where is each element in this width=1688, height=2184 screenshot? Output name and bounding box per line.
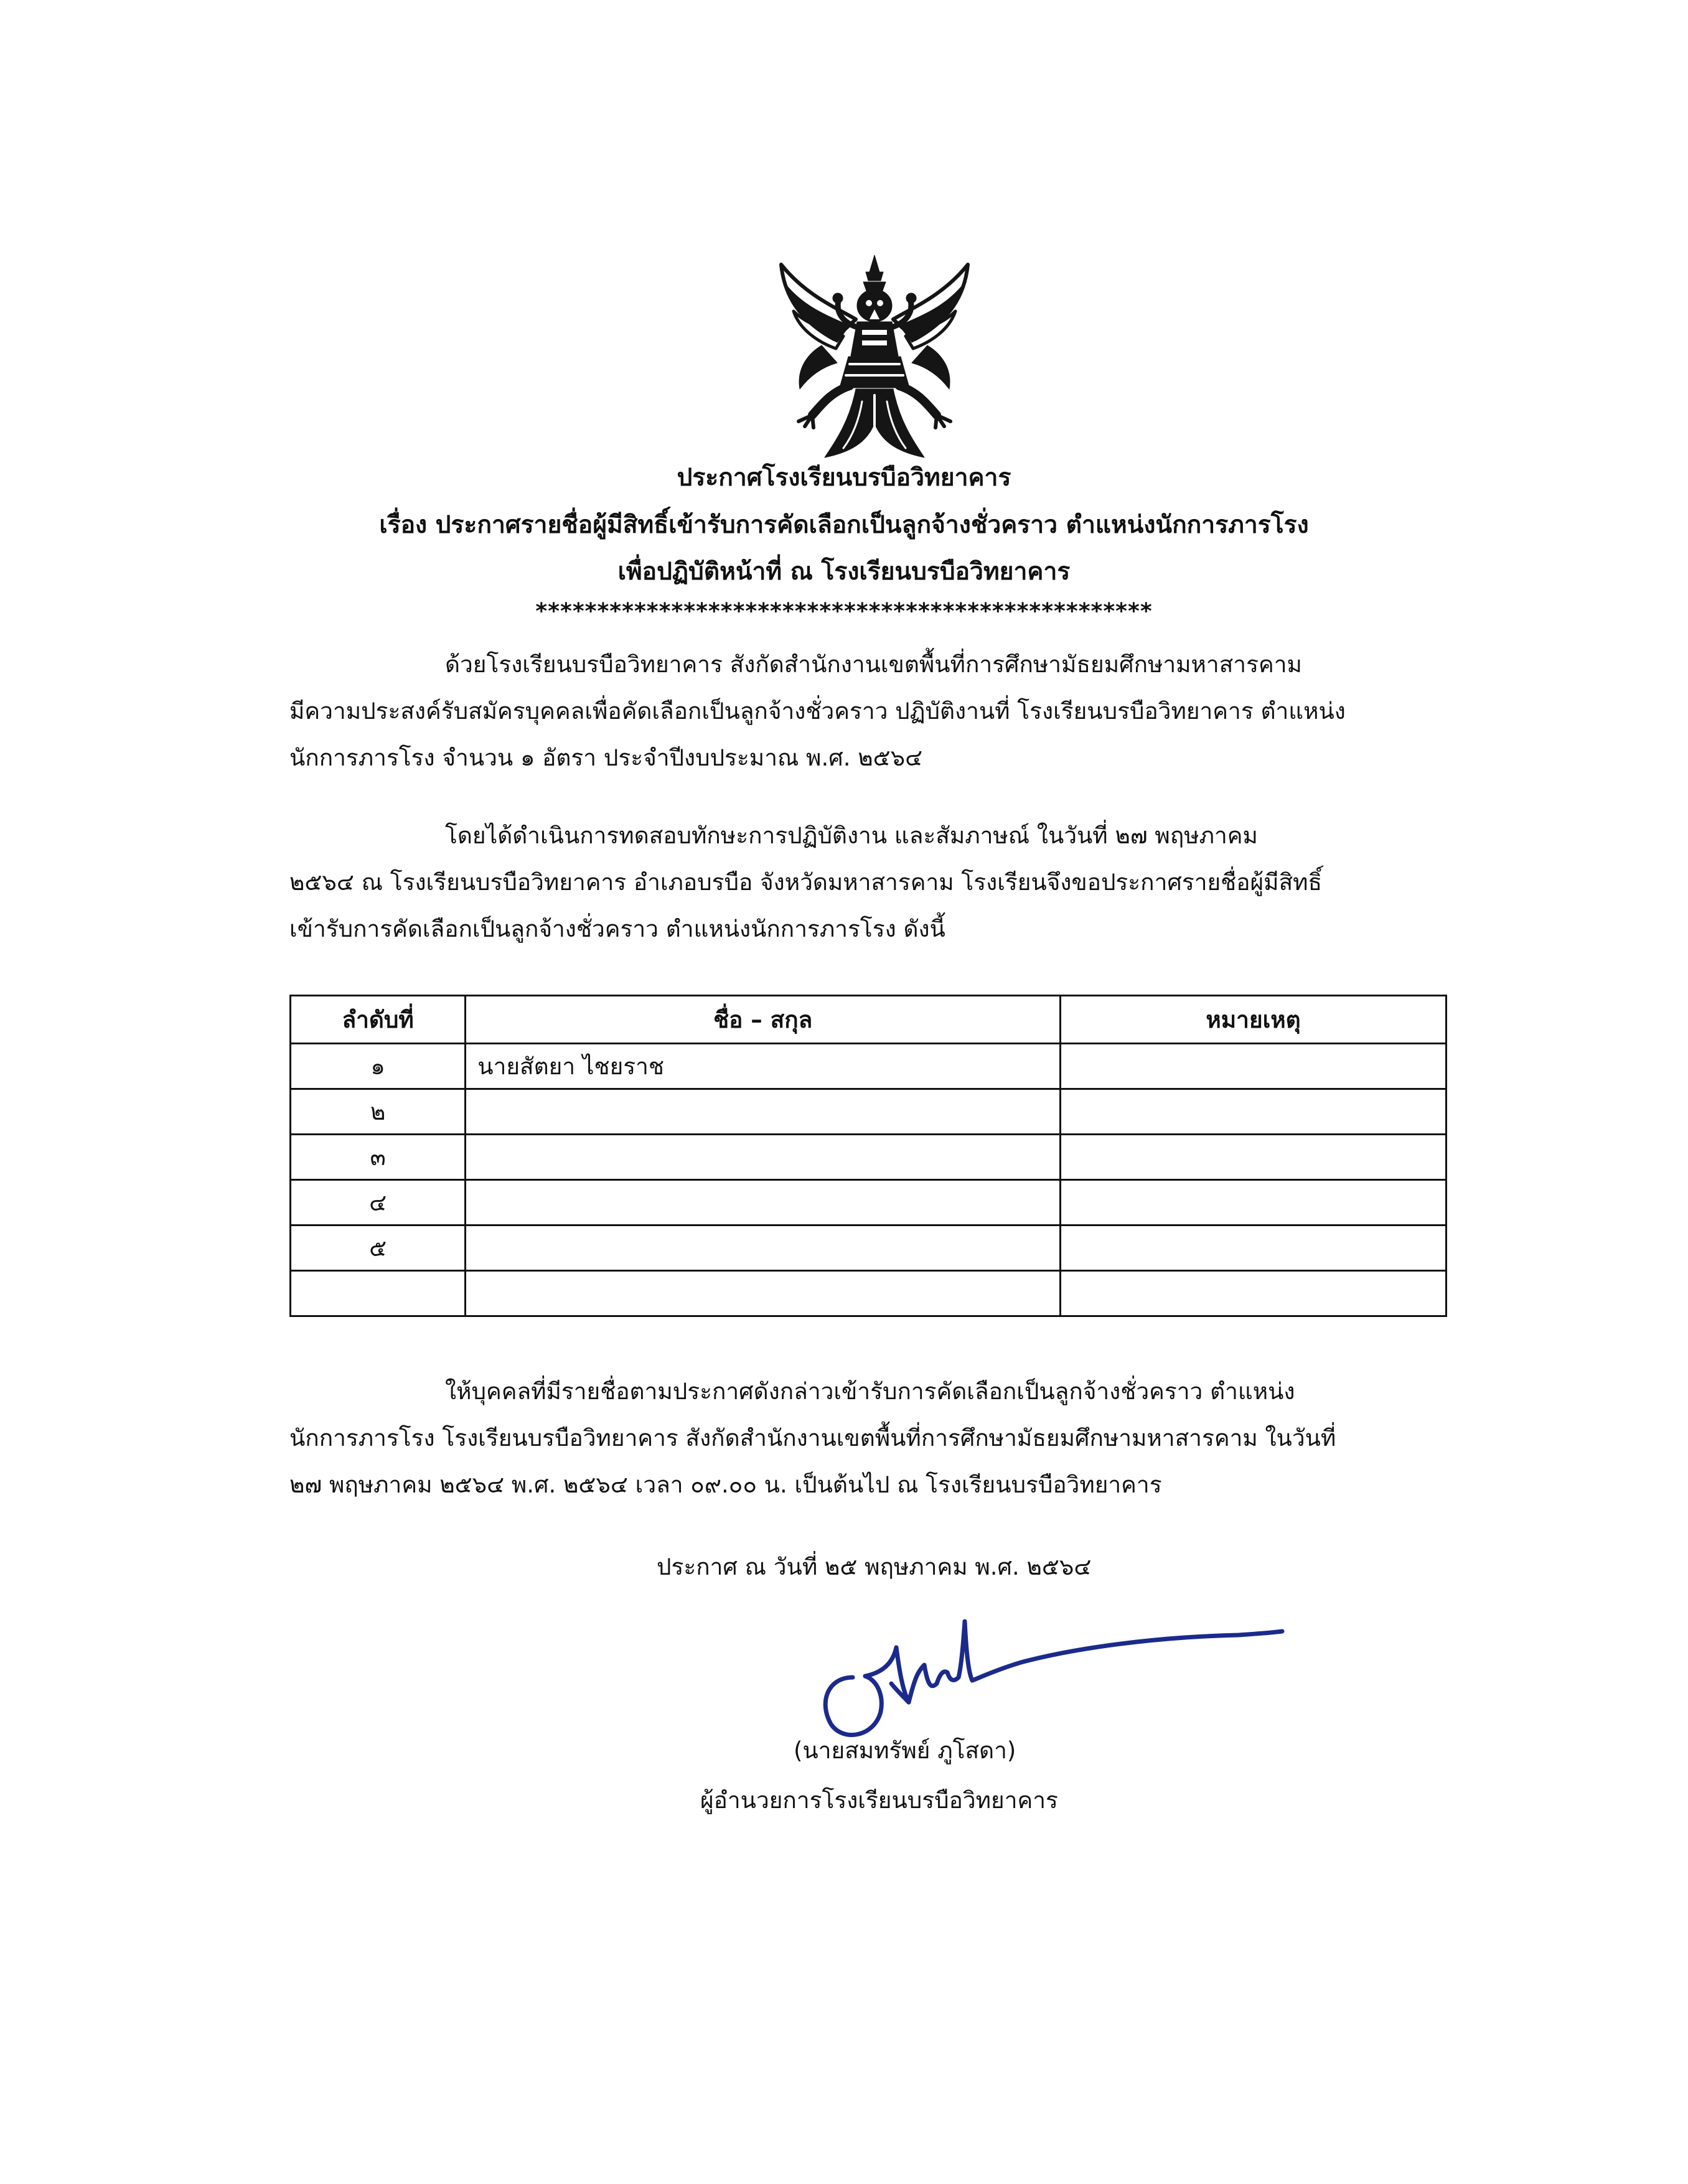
cell-remark (1061, 1271, 1447, 1316)
paragraph-line: เข้ารับการคัดเลือกเป็นลูกจ้างชั่วคราว ตำแหน่งนักการภารโรง ดังนี้ (289, 916, 945, 942)
cell-name (466, 1180, 1061, 1226)
garuda-emblem-icon (762, 252, 987, 467)
cell-name (466, 1089, 1061, 1135)
signer-name: (นายสมทรัพย์ ภูโสดา) (794, 1737, 1016, 1764)
paragraph-line: ให้บุคคลที่มีรายชื่อตามประกาศดังกล่าวเข้ารับการคัดเลือกเป็นลูกจ้างชั่วคราว ตำแหน่ง (445, 1378, 1295, 1405)
cell-remark (1061, 1135, 1447, 1180)
table-header-row (291, 996, 1447, 1044)
cell-name (466, 1271, 1061, 1316)
announcement-date: ประกาศ ณ วันที่ ๒๕ พฤษภาคม พ.ศ. ๒๕๖๔ (657, 1554, 1092, 1580)
signer-title: ผู้อำนวยการโรงเรียนบรบือวิทยาคาร (700, 1787, 1058, 1814)
table-row (291, 1271, 1447, 1316)
cell-name (466, 1135, 1061, 1180)
cell-remark (1061, 1226, 1447, 1271)
table-row (291, 1135, 1447, 1180)
paragraph-line: ด้วยโรงเรียนบรบือวิทยาคาร สังกัดสำนักงานเขตพื้นที่การศึกษามัธยมศึกษามหาสารคาม (445, 651, 1302, 678)
paragraph-instruction (289, 1368, 1463, 1508)
cell-remark (1061, 1044, 1447, 1089)
paragraph-selection (289, 812, 1463, 952)
cell-order (291, 1271, 466, 1316)
table-row (291, 1226, 1447, 1271)
table-row (291, 1089, 1447, 1135)
table-row (291, 1044, 1447, 1089)
paragraph-intro (289, 641, 1463, 781)
paragraph-line: นักการภารโรง จำนวน ๑ อัตรา ประจำปีงบประมาณ พ.ศ. ๒๕๖๔ (289, 744, 923, 771)
paragraph-line: ๒๗ พฤษภาคม ๒๕๖๔ พ.ศ. ๒๕๖๔ เวลา ๐๙.๐๐ น. เป็นต้นไป ณ โรงเรียนบรบือวิทยาคาร (289, 1471, 1162, 1498)
paragraph-line: โดยได้ดำเนินการทดสอบทักษะการปฏิบัติงาน และสัมภาษณ์ ในวันที่ ๒๗ พฤษภาคม (445, 822, 1258, 849)
document-subject: เรื่อง ประกาศรายชื่อผู้มีสิทธิ์เข้ารับการคัดเลือกเป็นลูกจ้างชั่วคราว ตำแหน่งนักการภารโรง (379, 511, 1309, 539)
cell-order: ๔ (291, 1180, 466, 1226)
cell-order: ๕ (291, 1226, 466, 1271)
cell-order: ๒ (291, 1089, 466, 1135)
table-row (291, 1180, 1447, 1226)
candidates-table (289, 995, 1447, 1317)
cell-remark (1061, 1180, 1447, 1226)
cell-order: ๓ (291, 1135, 466, 1180)
document-subject-continued: เพื่อปฏิบัติหน้าที่ ณ โรงเรียนบรบือวิทยาคาร (617, 558, 1071, 586)
cell-name: นายสัตยา ไชยราช (466, 1044, 1061, 1089)
cell-name (466, 1226, 1061, 1271)
title-separator: ************************************************** (535, 599, 1153, 624)
handwritten-signature (809, 1603, 1332, 1746)
column-header-remark: หมายเหตุ (1061, 996, 1447, 1044)
cell-remark (1061, 1089, 1447, 1135)
column-header-name: ชื่อ – สกุล (466, 996, 1061, 1044)
paragraph-line: มีความประสงค์รับสมัครบุคคลเพื่อคัดเลือกเป็นลูกจ้างชั่วคราว ปฏิบัติงานที่ โรงเรียนบรบือวิทยาคาร ตำแหน่ง (289, 698, 1346, 724)
paragraph-line: นักการภารโรง โรงเรียนบรบือวิทยาคาร สังกัดสำนักงานเขตพื้นที่การศึกษามัธยมศึกษามหาสารคาม ในวันที่ (289, 1425, 1336, 1451)
document-title: ประกาศโรงเรียนบรบือวิทยาคาร (677, 464, 1011, 492)
column-header-order: ลำดับที่ (291, 996, 466, 1044)
paragraph-line: ๒๕๖๔ ณ โรงเรียนบรบือวิทยาคาร อำเภอบรบือ จังหวัดมหาสารคาม โรงเรียนจึงขอประกาศรายชื่อผู้มีสิทธิ์ (289, 869, 1323, 896)
cell-order: ๑ (291, 1044, 466, 1089)
